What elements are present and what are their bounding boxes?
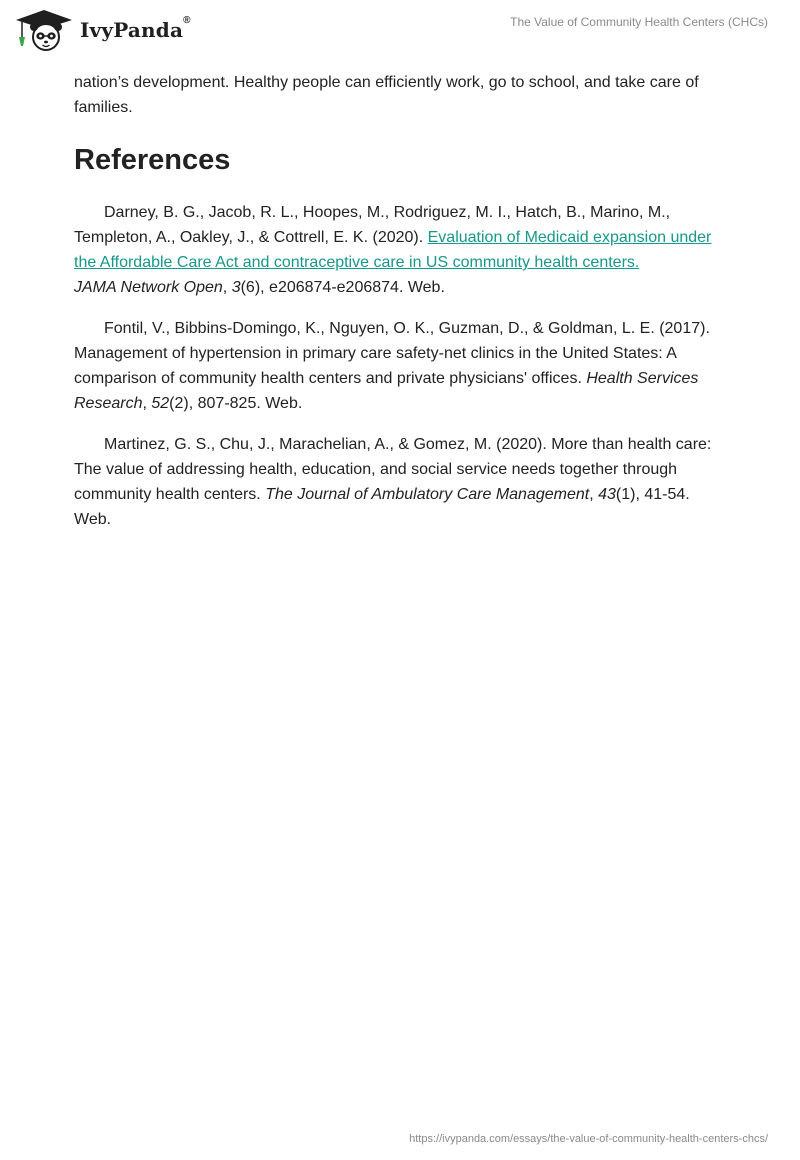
brand-logo[interactable]	[14, 8, 191, 52]
reference-volume: 43	[598, 486, 616, 503]
reference-item	[74, 200, 724, 300]
reference-item	[74, 432, 724, 532]
reference-separator: ,	[589, 486, 599, 503]
document-body	[74, 70, 724, 548]
reference-text: Martinez, G. S., Chu, J., Marachelian, A., & Gomez, M. (2020). More than health care: The value of addressing health, education, and social service needs together through community health centers.	[74, 436, 712, 503]
footer-url[interactable]: https://ivypanda.com/essays/the-value-of-community-health-centers-chcs/	[409, 1133, 768, 1145]
reference-journal: JAMA Network Open	[74, 279, 223, 296]
reference-journal: Health Services Research	[74, 370, 699, 412]
panda-graduate-icon	[14, 8, 74, 52]
reference-issue-pages: (1), 41-54. Web.	[74, 486, 690, 528]
reference-issue-pages: (6), e206874-e206874. Web.	[240, 279, 445, 296]
reference-title-link[interactable]: Evaluation of Medicaid expansion under the Affordable Care Act and contraceptive care in US community health centers.	[74, 229, 712, 271]
reference-issue-pages: (2), 807-825. Web.	[169, 395, 303, 412]
reference-volume: 3	[231, 279, 241, 296]
page-header	[0, 0, 800, 64]
reference-journal: The Journal of Ambulatory Care Management	[265, 486, 590, 503]
reference-separator: ,	[142, 395, 152, 412]
reference-authors: Darney, B. G., Jacob, R. L., Hoopes, M., Rodriguez, M. I., Hatch, B., Marino, M., Templeton, A., Oakley, J., & Cottrell, E. K. (2020).	[74, 204, 671, 246]
intro-paragraph: nation’s development. Healthy people can efficiently work, go to school, and take care of families.	[74, 74, 699, 116]
brand-name: IvyPanda®	[80, 15, 191, 42]
reference-volume: 52	[151, 395, 170, 412]
reference-text: Fontil, V., Bibbins-Domingo, K., Nguyen, O. K., Guzman, D., & Goldman, L. E. (2017). Management of hypertension in primary care safety-net clinics in the United States: A comparison of community health centers and private physicians' offices.	[74, 320, 710, 387]
document-title: The Value of Community Health Centers (CHCs)	[510, 15, 768, 29]
reference-separator: ,	[222, 279, 232, 296]
reference-item	[74, 316, 724, 416]
registered-mark: ®	[183, 15, 191, 26]
references-heading: References	[74, 144, 231, 176]
